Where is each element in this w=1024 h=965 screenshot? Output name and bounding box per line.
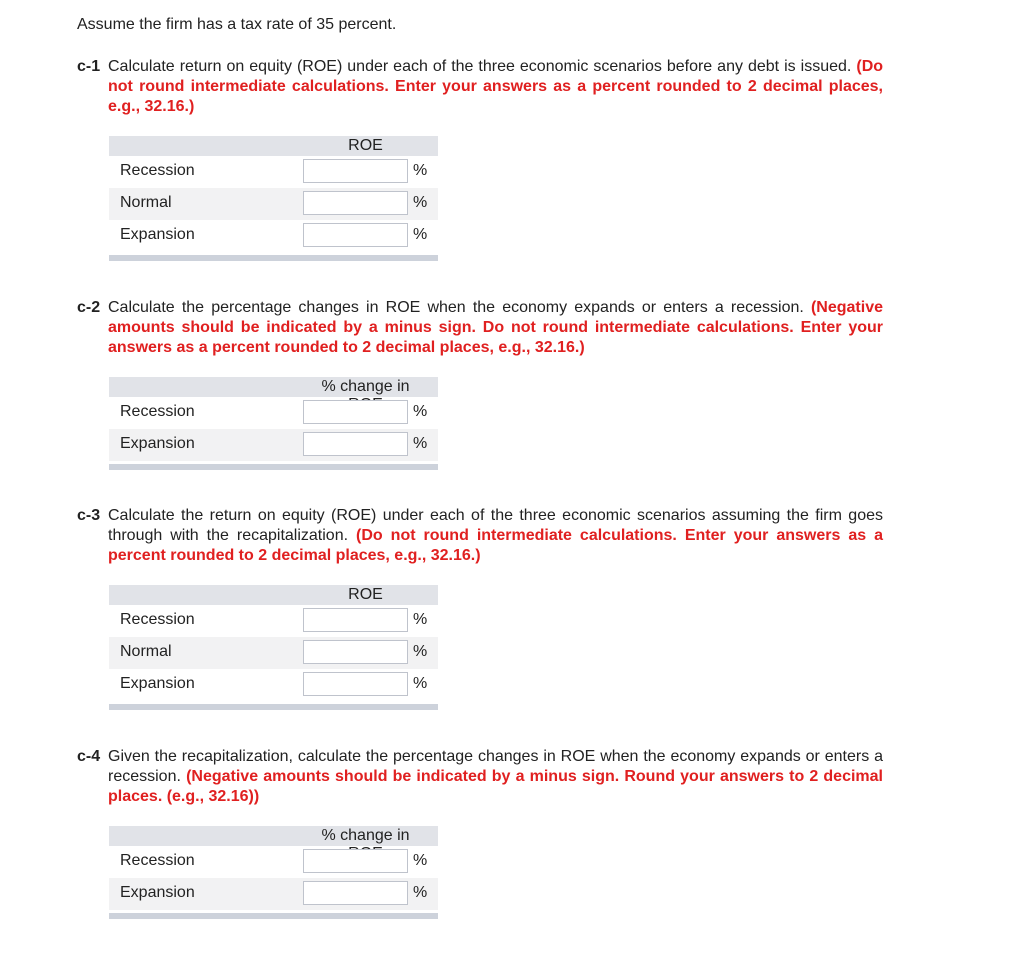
column-header: ROE [348,586,383,603]
table-header [109,136,438,156]
table-footer-bar [109,913,438,919]
percent-unit: % [413,643,428,660]
question-text: Calculate the return on equity (ROE) under each of the three economic scenarios assuming the firm goes through with the recapitalization. [108,507,883,544]
recap-roe-expansion-input[interactable] [303,672,408,696]
table-row [109,605,438,637]
recap-roe-recession-input[interactable] [303,608,408,632]
row-label: Expansion [120,884,195,901]
intro-text: Assume the firm has a tax rate of 35 percent. [77,16,397,33]
table-row [109,397,438,429]
answer-table-c3 [109,585,438,710]
question-text: Calculate return on equity (ROE) under each of the three economic scenarios before any debt is issued. [108,58,852,75]
percent-unit: % [413,884,428,901]
percent-unit: % [413,611,428,628]
row-label: Expansion [120,675,195,692]
question-note: (Negative amounts should be indicated by a minus sign. Round your answers to 2 decimal places. (e.g., 32.16)) [108,768,883,805]
question-c1 [77,57,883,117]
row-label: Recession [120,852,195,869]
question-note: (Do not round intermediate calculations. Enter your answers as a percent rounded to 2 decimal places, e.g., 32.16.) [108,58,884,115]
table-row [109,637,438,669]
row-label: Recession [120,162,195,179]
table-header [109,826,438,846]
question-c3 [77,506,883,566]
answer-table-c2 [109,377,438,470]
row-label: Recession [120,403,195,420]
percent-unit: % [413,852,428,869]
table-row [109,846,438,878]
roe-change-expansion-input[interactable] [303,432,408,456]
percent-unit: % [413,435,428,452]
row-label: Expansion [120,226,195,243]
row-label: Normal [120,643,172,660]
table-footer-bar [109,464,438,470]
recap-roe-normal-input[interactable] [303,640,408,664]
question-c2 [77,298,883,358]
question-note: (Do not round intermediate calculations. Enter your answers as a percent rounded to 2 decimal places, e.g., 32.16.) [108,527,884,564]
question-number: c-1 [77,58,101,75]
recap-roe-change-expansion-input[interactable] [303,881,408,905]
question-note: (Negative amounts should be indicated by a minus sign. Do not round intermediate calculations. Enter your answers as a percent rounded to 2 decimal places, e.g., 32.16.) [108,299,883,356]
table-row [109,188,438,220]
table-row [109,669,438,701]
table-footer-bar [109,704,438,710]
table-row [109,220,438,252]
roe-change-recession-input[interactable] [303,400,408,424]
column-header: % change in [321,827,410,844]
percent-unit: % [413,403,428,420]
question-text: Calculate the percentage changes in ROE when the economy expands or enters a recession. [108,299,804,316]
row-label: Normal [120,194,172,211]
question-c4 [77,747,883,807]
table-row [109,156,438,188]
row-label: Expansion [120,435,195,452]
column-header: % change in [321,378,410,395]
roe-normal-input[interactable] [303,191,408,215]
answer-table-c1 [109,136,438,261]
question-text: Given the recapitalization, calculate the percentage changes in ROE when the economy expands or enters a recession. [108,748,883,785]
percent-unit: % [413,226,428,243]
percent-unit: % [413,194,428,211]
percent-unit: % [413,675,428,692]
roe-expansion-input[interactable] [303,223,408,247]
row-label: Recession [120,611,195,628]
table-footer-bar [109,255,438,261]
percent-unit: % [413,162,428,179]
column-header: ROE [348,137,383,154]
table-header [109,377,438,397]
table-row [109,878,438,910]
recap-roe-change-recession-input[interactable] [303,849,408,873]
question-number: c-3 [77,507,101,524]
table-header [109,585,438,605]
table-row [109,429,438,461]
roe-recession-input[interactable] [303,159,408,183]
question-number: c-2 [77,299,101,316]
answer-table-c4 [109,826,438,919]
question-number: c-4 [77,748,101,765]
